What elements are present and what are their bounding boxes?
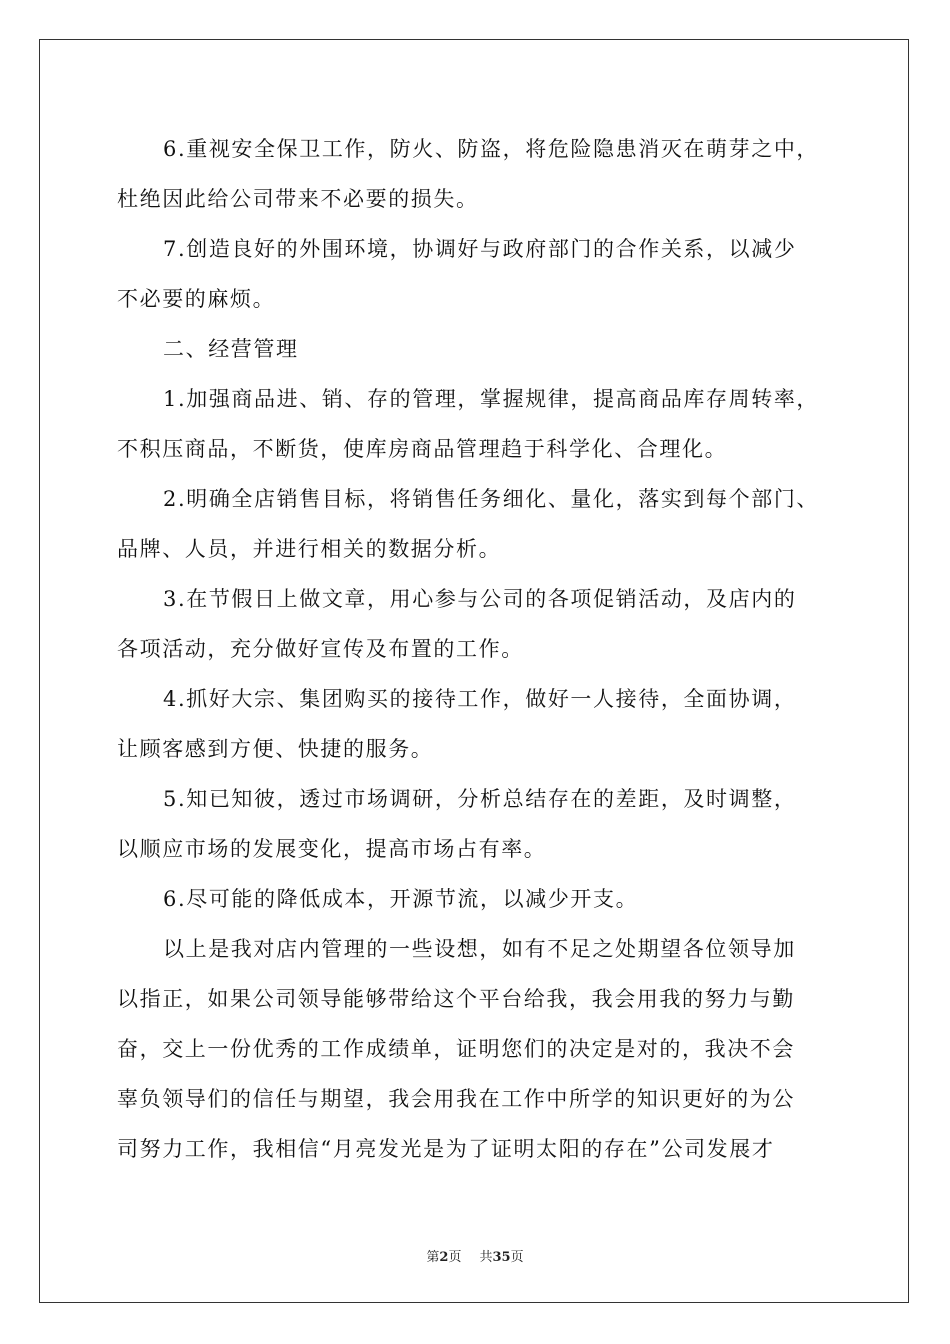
text-line: 以顺应市场的发展变化，提高市场占有率。 bbox=[117, 837, 547, 861]
text-line: 5.知已知彼，透过市场调研，分析总结存在的差距，及时调整， bbox=[163, 787, 797, 811]
current-page-number: 2 bbox=[439, 1250, 449, 1265]
text-line: 二、经营管理 bbox=[163, 337, 299, 361]
footer-text: 页 bbox=[510, 1250, 524, 1265]
page-footer bbox=[0, 1246, 950, 1265]
text-line: 以指正，如果公司领导能够带给这个平台给我，我会用我的努力与勤 bbox=[117, 987, 795, 1011]
text-line: 不必要的麻烦。 bbox=[117, 287, 276, 311]
document-body bbox=[117, 124, 837, 1174]
paragraph-inventory bbox=[117, 374, 837, 474]
text-line: 各项活动，充分做好宣传及布置的工作。 bbox=[117, 637, 524, 661]
text-line: 杜绝因此给公司带来不必要的损失。 bbox=[117, 187, 479, 211]
footer-text: 第 bbox=[426, 1250, 440, 1265]
total-page-number: 35 bbox=[492, 1250, 511, 1265]
text-line: 辜负领导们的信任与期望，我会用我在工作中所学的知识更好的为公 bbox=[117, 1087, 795, 1111]
paragraph-sales-target bbox=[117, 474, 837, 574]
text-line: 不积压商品，不断货，使库房商品管理趋于科学化、合理化。 bbox=[117, 437, 728, 461]
paragraph-cost bbox=[117, 874, 837, 924]
paragraph-conclusion bbox=[117, 924, 837, 1174]
text-line: 6.重视安全保卫工作，防火、防盗，将危险隐患消灭在萌芽之中， bbox=[163, 137, 820, 161]
footer-text: 共 bbox=[479, 1250, 493, 1265]
paragraph-market-research bbox=[117, 774, 837, 874]
page-total bbox=[479, 1250, 523, 1265]
text-line: 让顾客感到方便、快捷的服务。 bbox=[117, 737, 434, 761]
text-line: 品牌、人员，并进行相关的数据分析。 bbox=[117, 537, 502, 561]
section-heading bbox=[117, 324, 837, 374]
text-line: 以上是我对店内管理的一些设想，如有不足之处期望各位领导加 bbox=[163, 937, 796, 961]
paragraph-holiday bbox=[117, 574, 837, 674]
text-line: 6.尽可能的降低成本，开源节流，以减少开支。 bbox=[163, 887, 639, 911]
paragraph-group-purchase bbox=[117, 674, 837, 774]
page-number bbox=[426, 1250, 461, 1265]
footer-text: 页 bbox=[448, 1250, 462, 1265]
text-line: 7.创造良好的外围环境，协调好与政府部门的合作关系，以减少 bbox=[163, 237, 797, 261]
text-line: 1.加强商品进、销、存的管理，掌握规律，提高商品库存周转率， bbox=[163, 387, 820, 411]
text-line: 4.抓好大宗、集团购买的接待工作，做好一人接待，全面协调， bbox=[163, 687, 797, 711]
text-line: 奋，交上一份优秀的工作成绩单，证明您们的决定是对的，我决不会 bbox=[117, 1037, 795, 1061]
paragraph-security bbox=[117, 124, 837, 224]
text-line: 2.明确全店销售目标，将销售任务细化、量化，落实到每个部门、 bbox=[163, 487, 820, 511]
paragraph-environment bbox=[117, 224, 837, 324]
text-line: 3.在节假日上做文章，用心参与公司的各项促销活动，及店内的 bbox=[163, 587, 797, 611]
text-line: 司努力工作，我相信“月亮发光是为了证明太阳的存在”公司发展才 bbox=[117, 1137, 775, 1161]
